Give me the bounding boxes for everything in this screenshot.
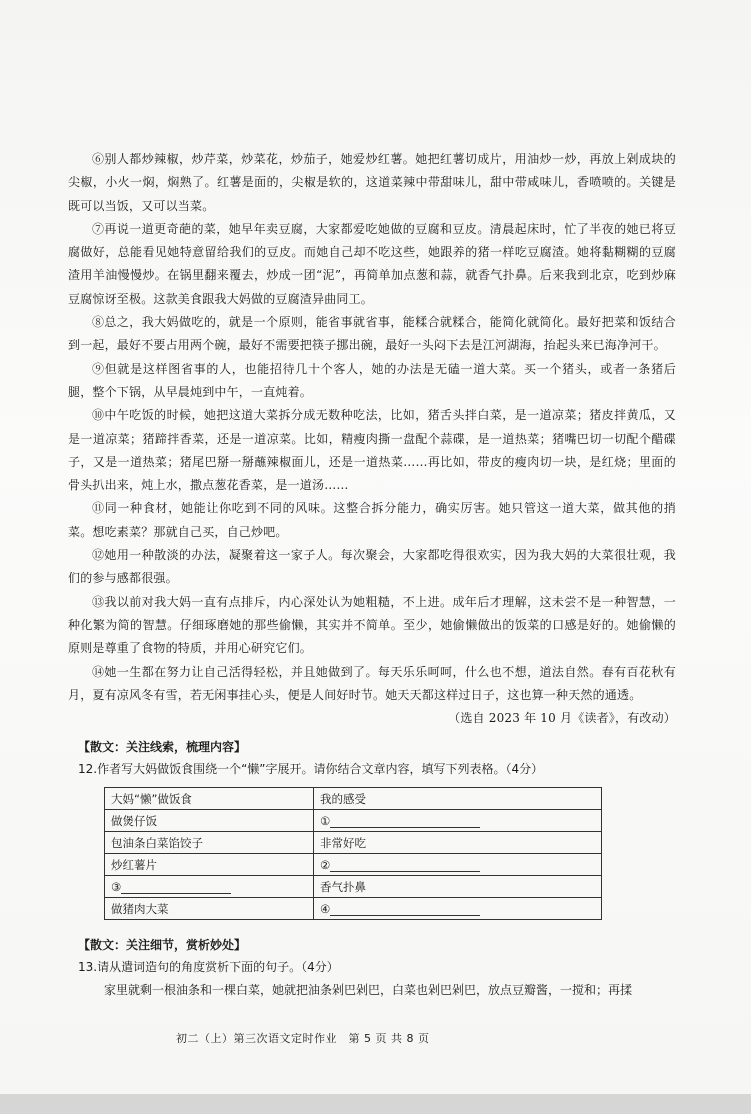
paragraph-13: ⑬我以前对我大妈一直有点排斥，内心深处认为她粗糙，不上进。成年后才理解，这未尝不是一种智慧，一种化繁为简的智慧。仔细琢磨她的那些偷懒，其实并不简单。至少，她偷懒做出的饭菜的口感是好的。她偷懒的原则是尊重了食物的特质，并用心研究它们。 bbox=[68, 594, 676, 656]
source-citation: （选自 2023 年 10 月《读者》，有改动） bbox=[448, 711, 676, 726]
table-row bbox=[105, 876, 602, 898]
paragraph-8: ⑧总之，我大妈做吃的，就是一个原则，能省事就省事，能糅合就糅合，能简化就简化。最好把菜和饭结合到一起，最好不要占用两个碗，最好不需要把筷子挪出碗，最好一头闷下去是江河湖海，抬起头来已海净河干。 bbox=[68, 315, 676, 353]
paragraph-12: ⑫她用一种散淡的办法，凝聚着这一家子人。每次聚会，大家都吃得很欢实，因为我大妈的大菜很壮观，我们的参与感都很强。 bbox=[68, 548, 676, 586]
table-row bbox=[105, 854, 602, 876]
table-row bbox=[105, 832, 602, 854]
paragraph-7: ⑦再说一道更奇葩的菜，她早年卖豆腐，大家都爱吃她做的豆腐和豆皮。清晨起床时，忙了半夜的她已将豆腐做好，总能看见她特意留给我们的豆皮。而她自己却不吃这些，她跟养的猪一样吃豆腐渣。她将黏糊糊的豆腐渣用羊油慢慢炒。在锅里翻来覆去，炒成一团“泥”，再简单加点葱和蒜，就香气扑鼻。后来我到北京，吃到炒麻豆腐惊讶至极。这款美食跟我大妈做的豆腐渣异曲同工。 bbox=[68, 221, 676, 306]
paragraph-6: ⑥别人都炒辣椒，炒芹菜，炒菜花，炒茄子，她爱炒红薯。她把红薯切成片，用油炒一炒，再放上剁成块的尖椒，小火一焖，焖熟了。红薯是面的，尖椒是软的，这道菜辣中带甜味儿，甜中带咸味儿，香喷喷的。关键是既可以当饭，又可以当菜。 bbox=[68, 152, 676, 213]
table-cell: 炒红薯片 bbox=[105, 854, 314, 876]
table-header-row bbox=[105, 788, 602, 810]
question-13: 13.请从遣词造句的角度赏析下面的句子。（4分） bbox=[78, 960, 339, 974]
table-header-cell: 大妈“懒”做饭食 bbox=[105, 788, 314, 810]
page-footer: 初二（上）第三次语文定时作业 第 5 页 共 8 页 bbox=[176, 1032, 430, 1045]
table-cell: 做煲仔饭 bbox=[105, 810, 314, 832]
table-cell: 包油条白菜馅饺子 bbox=[105, 832, 314, 854]
answer-table bbox=[104, 787, 602, 920]
paragraph-9: ⑨但就是这样图省事的人，也能招待几十个客人，她的办法是无磕一道大菜。买一个猪头，或者一条猪后腿，整个下锅，从早晨炖到中午，一直炖着。 bbox=[68, 361, 676, 399]
table-cell-blank[interactable]: ④ bbox=[314, 898, 602, 920]
essay-body bbox=[68, 148, 676, 730]
table-row bbox=[105, 898, 602, 920]
paragraph-11: ⑪同一种食材，她能让你吃到不同的风味。这整合拆分能力，确实厉害。她只管这一道大菜，做其他的捎菜。想吃素菜？那就自己买，自己炒吧。 bbox=[68, 501, 676, 539]
table-cell-blank[interactable]: ③ bbox=[105, 876, 314, 898]
table-cell: 香气扑鼻 bbox=[314, 876, 602, 898]
viewer-bottom-bar bbox=[0, 1094, 751, 1114]
table-header-cell: 我的感受 bbox=[314, 788, 602, 810]
paragraph-14: ⑭她一生都在努力让自己活得轻松，并且她做到了。每天乐乐呵呵，什么也不想，道法自然。春有百花秋有月，夏有凉风冬有雪，若无闲事挂心头，便是人间好时节。她天天都这样过日子，这也算一种天然的通透。 bbox=[68, 664, 676, 702]
paragraph-10: ⑩中午吃饭的时候，她把这道大菜拆分成无数种吃法，比如，猪舌头拌白菜，是一道凉菜；猪皮拌黄瓜，又是一道凉菜；猪蹄拌香菜，还是一道凉菜。比如，精瘦肉撕一盘配个蒜碟，是一道热菜；猪嘴巴切一切配个醋碟子，又是一道热菜；猪尾巴掰一掰蘸辣椒面儿，还是一道热菜……再比如，带皮的瘦肉切一块，是红烧；里面的骨头扒出来，炖上水，撒点葱花香菜，是一道汤…… bbox=[68, 408, 676, 493]
section-label-1: 【散文：关注线索，梳理内容】 bbox=[78, 740, 247, 754]
section-label-2: 【散文：关注细节，赏析妙处】 bbox=[78, 938, 247, 952]
table-row bbox=[105, 810, 602, 832]
table-cell: 做猪肉大菜 bbox=[105, 898, 314, 920]
table-cell-blank[interactable]: ① bbox=[314, 810, 602, 832]
question-12: 12.作者写大妈做饭食围绕一个“懒”字展开。请你结合文章内容，填写下列表格。（4分） bbox=[78, 762, 544, 776]
question-13-quote: 家里就剩一根油条和一棵白菜，她就把油条剁巴剁巴，白菜也剁巴剁巴，放点豆瓣酱，一搅和；再揉 bbox=[104, 983, 633, 997]
table-cell-blank[interactable]: ② bbox=[314, 854, 602, 876]
table-cell: 非常好吃 bbox=[314, 832, 602, 854]
